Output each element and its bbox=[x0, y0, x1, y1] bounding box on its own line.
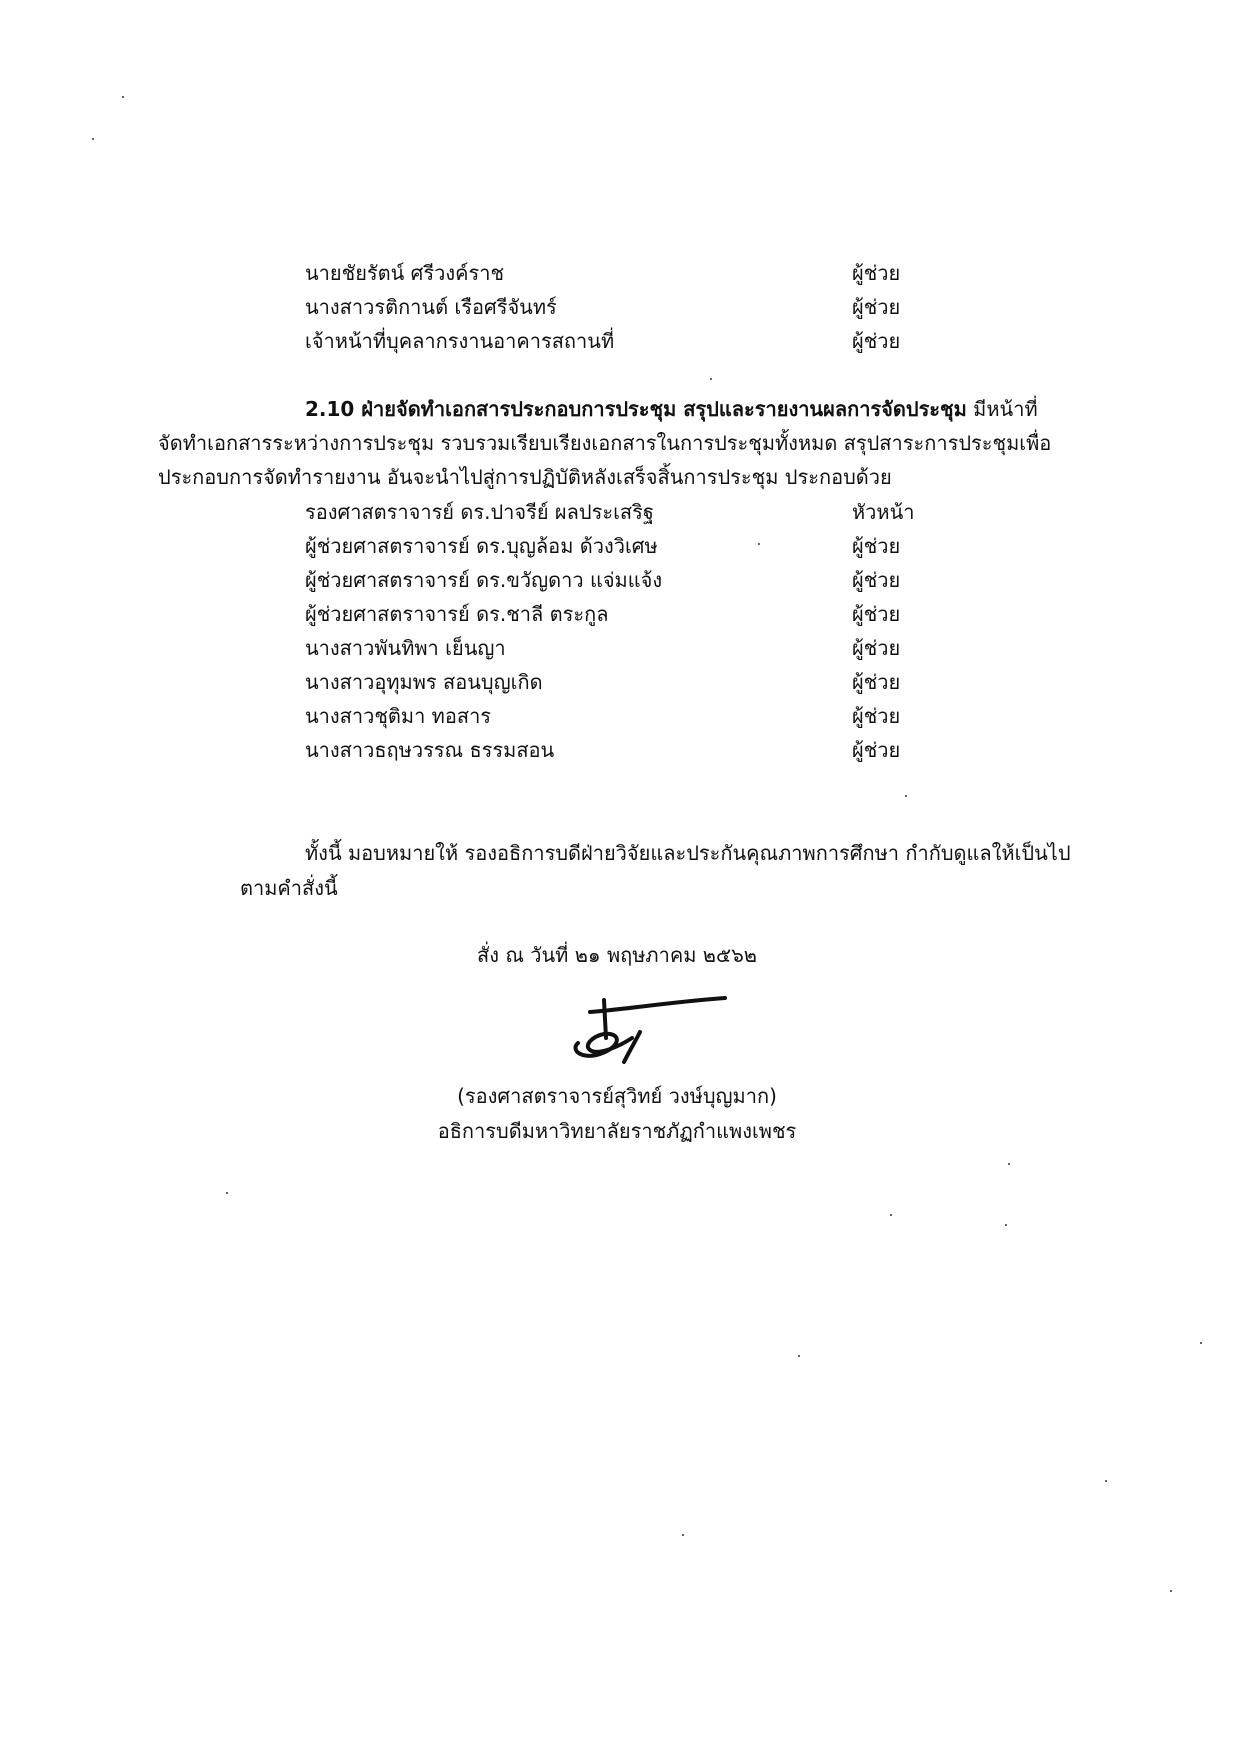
scan-speck bbox=[92, 138, 94, 140]
member-name: ผู้ช่วยศาสตราจารย์ ดร.บุญล้อม ด้วงวิเศษ bbox=[305, 534, 658, 558]
member-name: นางสาวอุทุมพร สอนบุญเกิด bbox=[305, 670, 543, 694]
scan-speck bbox=[758, 543, 760, 545]
section-heading-lead: 2.10 ฝ่ายจัดทำเอกสารประกอบการประชุม สรุปและรายงานผลการจัดประชุม bbox=[305, 397, 967, 421]
section-heading-tail: มีหน้าที่ bbox=[966, 397, 1038, 421]
member-role: ผู้ช่วย bbox=[852, 568, 901, 592]
member-role: ผู้ช่วย bbox=[852, 602, 901, 626]
list-item bbox=[305, 631, 905, 665]
member-name: ผู้ช่วยศาสตราจารย์ ดร.ชาลี ตระกูล bbox=[305, 602, 609, 626]
member-role: ผู้ช่วย bbox=[852, 704, 901, 728]
scan-speck bbox=[905, 795, 907, 797]
list-item bbox=[305, 529, 905, 563]
member-role: ผู้ช่วย bbox=[852, 738, 901, 762]
scan-speck bbox=[1105, 1480, 1107, 1482]
signatory-name: (รองศาสตราจารย์สุวิทย์ วงษ์บุญมาก) bbox=[457, 1084, 777, 1108]
scan-speck bbox=[226, 1192, 228, 1194]
closing-line: ตามคำสั่งนี้ bbox=[240, 876, 338, 900]
member-role: ผู้ช่วย bbox=[852, 329, 901, 353]
list-item bbox=[305, 563, 905, 597]
signatory-position: อธิการบดีมหาวิทยาลัยราชภัฏกำแพงเพชร bbox=[437, 1119, 797, 1143]
list-item bbox=[305, 597, 905, 631]
member-role: ผู้ช่วย bbox=[852, 295, 901, 319]
section-heading bbox=[305, 392, 1038, 426]
scan-speck bbox=[798, 1355, 800, 1357]
member-role: ผู้ช่วย bbox=[852, 261, 901, 285]
list-item bbox=[305, 324, 905, 358]
section-body-line: จัดทำเอกสารระหว่างการประชุม รวบรวมเรียบเรียงเอกสารในการประชุมทั้งหมด สรุปสาระการประชุมเพื่อ bbox=[158, 431, 1052, 455]
member-role: ผู้ช่วย bbox=[852, 670, 901, 694]
scan-speck bbox=[122, 96, 124, 98]
member-name: นายชัยรัตน์ ศรีวงค์ราช bbox=[305, 261, 505, 285]
list-item bbox=[305, 733, 905, 767]
list-item bbox=[305, 256, 905, 290]
scan-speck bbox=[1200, 1342, 1202, 1344]
member-role: ผู้ช่วย bbox=[852, 636, 901, 660]
signature-icon bbox=[560, 988, 730, 1068]
member-name: นางสาวธฤษวรรณ ธรรมสอน bbox=[305, 738, 555, 762]
member-name: นางสาวรติกานต์ เรือศรีจันทร์ bbox=[305, 295, 557, 319]
member-name: รองศาสตราจารย์ ดร.ปาจรีย์ ผลประเสริฐ bbox=[305, 500, 654, 524]
list-item bbox=[305, 665, 905, 699]
scan-speck bbox=[1005, 1224, 1007, 1226]
member-name: นางสาวชุติมา ทอสาร bbox=[305, 704, 492, 728]
list-item bbox=[305, 290, 905, 324]
list-item bbox=[305, 495, 915, 529]
list-item bbox=[305, 699, 905, 733]
member-role: ผู้ช่วย bbox=[852, 534, 901, 558]
scan-speck bbox=[682, 1534, 684, 1536]
scan-speck bbox=[890, 1214, 892, 1216]
closing-line: ทั้งนี้ มอบหมายให้ รองอธิการบดีฝ่ายวิจัยและประกันคุณภาพการศึกษา กำกับดูแลให้เป็นไป bbox=[305, 841, 1071, 865]
member-name: เจ้าหน้าที่บุคลากรงานอาคารสถานที่ bbox=[305, 329, 615, 353]
member-name: นางสาวพันทิพา เย็นญา bbox=[305, 636, 506, 660]
member-role: หัวหน้า bbox=[852, 500, 915, 524]
scan-speck bbox=[1170, 1590, 1172, 1592]
section-body-line: ประกอบการจัดทำรายงาน อันจะนำไปสู่การปฏิบัติหลังเสร็จสิ้นการประชุม ประกอบด้วย bbox=[158, 465, 892, 489]
scan-speck bbox=[1008, 1163, 1010, 1165]
scan-speck bbox=[710, 378, 712, 380]
order-date: สั่ง ณ วันที่ ๒๑ พฤษภาคม ๒๕๖๒ bbox=[477, 943, 757, 967]
member-name: ผู้ช่วยศาสตราจารย์ ดร.ขวัญดาว แจ่มแจ้ง bbox=[305, 568, 663, 592]
